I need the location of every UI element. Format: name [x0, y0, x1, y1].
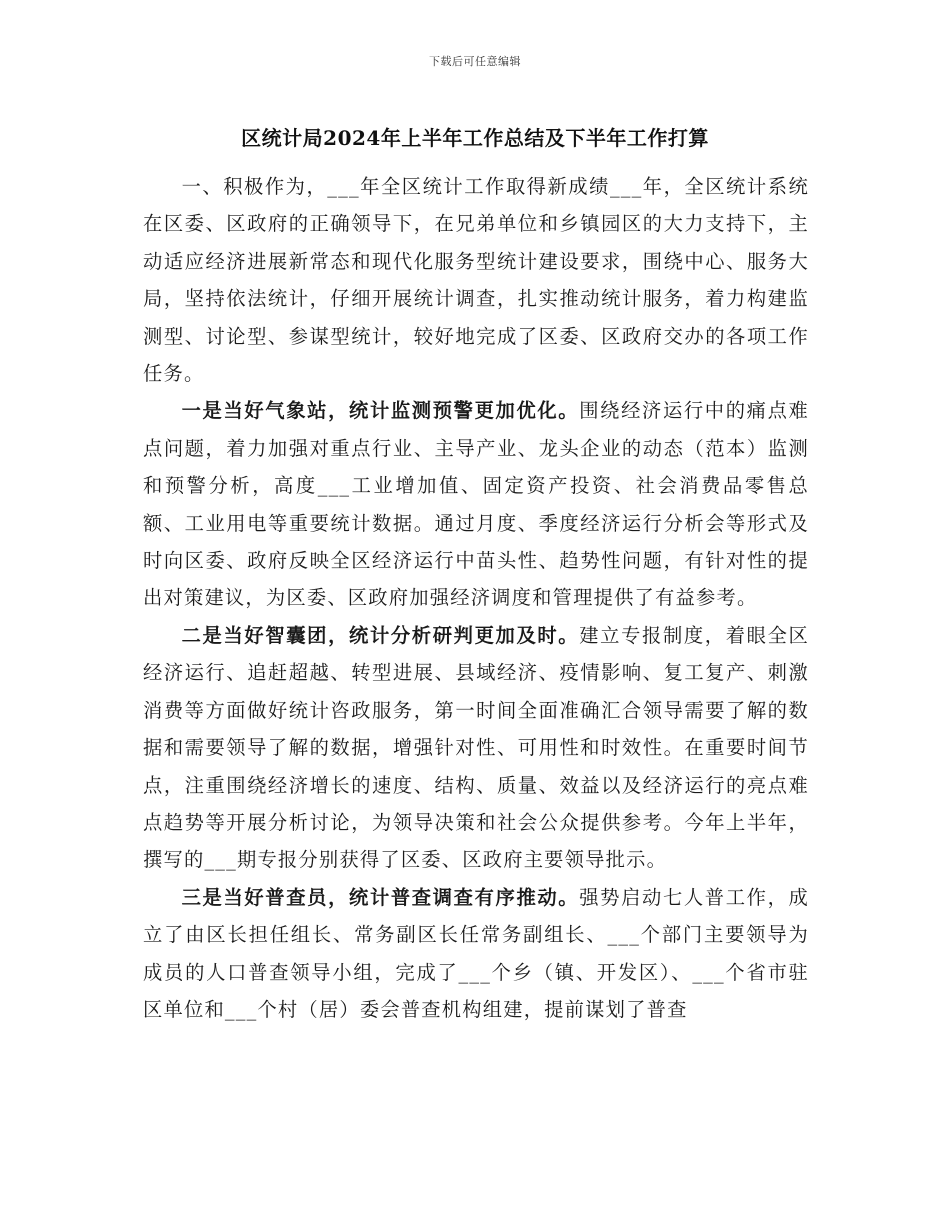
paragraph-intro: [143, 168, 809, 392]
paragraph-text: 建立专报制度，着眼全区经济运行、追赶超越、转型进展、县域经济、疫情影响、复工复产、刺激消费等方面做好统计咨政服务，第一时间全面准确汇合领导需要了解的数据和需要领导了解的数据，增强针对性、可用性和时效性。在重要时间节点，注重围绕经济增长的速度、结构、质量、效益以及经济运行的亮点难点趋势等开展分析讨论，为领导决策和社会公众提供参考。今年上半年，撰写的___期专报分别获得了区委、区政府主要领导批示。: [143, 623, 809, 872]
paragraph-text: 围绕经济运行中的痛点难点问题，着力加强对重点行业、主导产业、龙头企业的动态（范本）监测和预警分析，高度___工业增加值、固定资产投资、社会消费品零售总额、工业用电等重要统计数据。通过月度、季度经济运行分析会等形式及时向区委、政府反映全区经济运行中苗头性、趋势性问题，有针对性的提出对策建议，为区委、区政府加强经济调度和管理提供了有益参考。: [143, 399, 809, 610]
paragraph-think-tank: [143, 617, 809, 879]
paragraph-weather-station: [143, 392, 809, 616]
document-title: 区统计局2024年上半年工作总结及下半年工作打算: [241, 126, 709, 150]
paragraph-lead: 一是当好气象站，统计监测预警更加优化。: [181, 399, 580, 423]
paragraph-lead: 二是当好智囊团，统计分析研判更加及时。: [181, 623, 580, 647]
paragraph-text: 一、积极作为，___年全区统计工作取得新成绩___年，全区统计系统在区委、区政府的正确领导下，在兄弟单位和乡镇园区的大力支持下，主动适应经济进展新常态和现代化服务型统计建设要求，围绕中心、服务大局，坚持依法统计，仔细开展统计调查，扎实推动统计服务，着力构建监测型、讨论型、参谋型统计，较好地完成了区委、区政府交办的各项工作任务。: [143, 175, 809, 386]
header-note: 下载后可任意编辑: [429, 55, 521, 68]
document-body: [143, 168, 809, 1028]
paragraph-lead: 三是当好普查员，统计普查调查有序推动。: [181, 885, 580, 909]
paragraph-text: 强势启动七人普工作，成立了由区长担任组长、常务副区长任常务副组长、___个部门主要领导为成员的人口普查领导小组，完成了___个乡（镇、开发区）、___个省市驻区单位和___个村（居）委会普查机构组建，提前谋划了普查: [143, 885, 809, 1021]
paragraph-census: [143, 879, 809, 1029]
